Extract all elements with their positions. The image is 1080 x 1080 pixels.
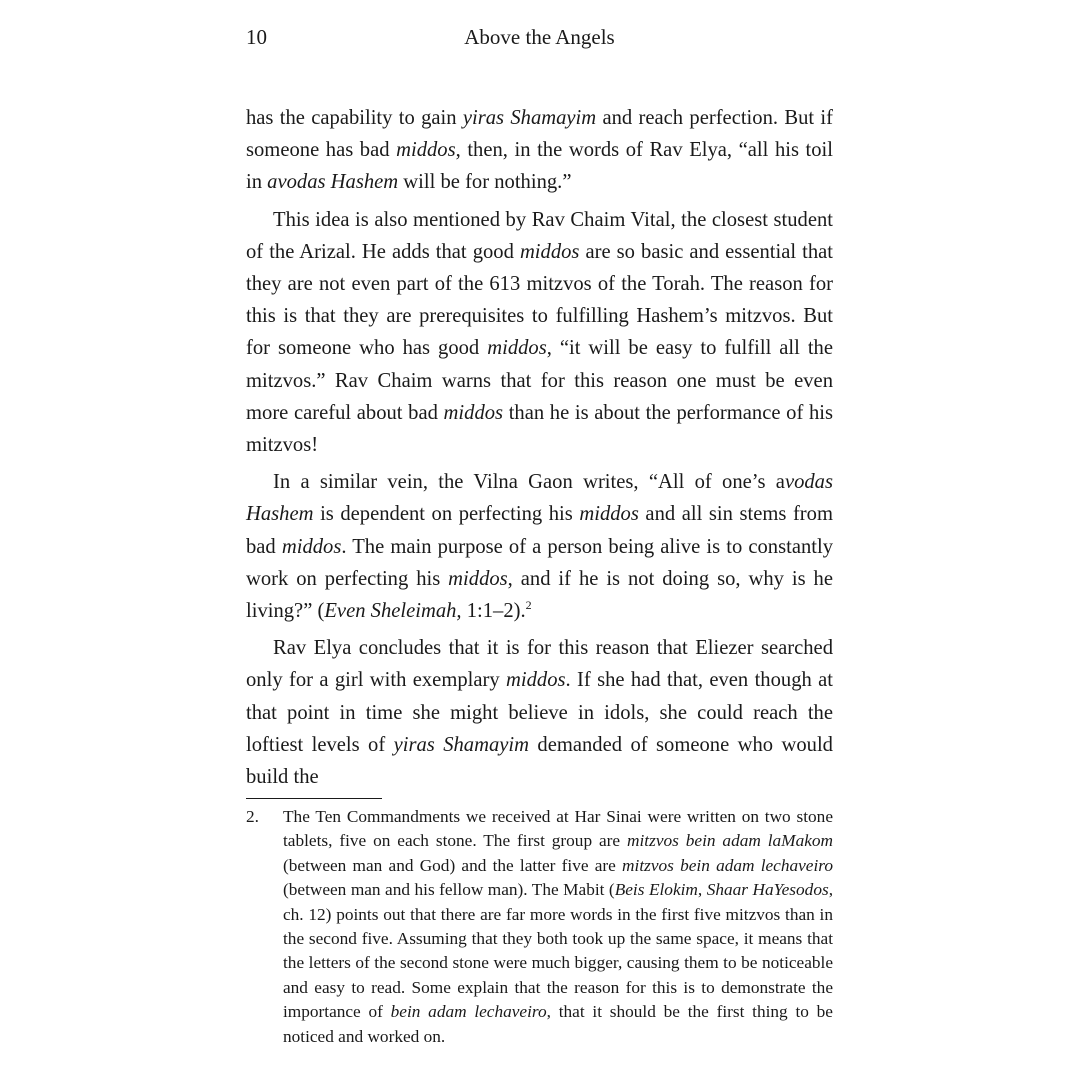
text-run: , “it will be easy to fulfill all the mitzvos.” Rav Chaim warns that for this reason one must be even more careful about bad (246, 337, 833, 424)
text-run: and reach perfection. But if someone has bad (246, 107, 833, 162)
italic-text: vodas Hashem (246, 471, 833, 526)
italic-text: middos (443, 401, 504, 424)
running-head: Above the Angels (464, 25, 615, 49)
text-run: is dependent on perfecting his (313, 503, 580, 526)
text-run: . If she had that, even though at that point in time she might believe in idols, she could reach the loftiest levels of (246, 669, 834, 756)
italic-text: middos (396, 139, 456, 162)
paragraph (246, 466, 833, 627)
text-run: 1:1–2). (461, 600, 526, 623)
italic-text: Beis Elokim (614, 880, 698, 900)
text-run: . The main purpose of a person being alive is to constantly work on perfecting his (246, 535, 833, 590)
text-run: (between man and God) and the latter five are (283, 855, 623, 875)
italic-text: middos (281, 535, 342, 558)
italic-text: bein adam lechaveiro (390, 1002, 547, 1022)
italic-text: middos (579, 503, 639, 526)
text-run: will be for nothing.” (398, 171, 572, 194)
italic-text: middos (519, 240, 580, 263)
italic-text: middos (487, 337, 547, 360)
italic-text: Shaar HaYesodos (706, 880, 829, 900)
italic-text: mitzvos bein adam laMakom (627, 831, 834, 851)
paragraph (246, 204, 833, 462)
text-run: In a similar vein, the Vilna Gaon writes, “All of one’s a (273, 471, 785, 494)
text-run: (between man and his fellow man). The Mabit ( (283, 880, 615, 900)
footnote-reference: 2 (525, 598, 532, 613)
page-number: 10 (246, 25, 267, 49)
text-run: and all sin stems from bad (246, 503, 833, 558)
text-run: The Ten Commandments we received at Har Sinai were written on two stone tablets, five on each stone. The first group are (283, 807, 833, 851)
italic-text: Even Sheleimah, (324, 600, 462, 623)
italic-text: middos (506, 669, 566, 692)
footnote-text (283, 805, 833, 1049)
paragraph (246, 102, 833, 199)
footnote-divider (246, 798, 382, 799)
text-run: , then, in the words of Rav Elya, “all his toil in (246, 139, 834, 194)
footnote-number: 2. (246, 807, 259, 826)
italic-text: mitzvos bein adam lechaveiro (622, 855, 833, 875)
italic-text: yiras Shamayim (462, 107, 597, 129)
text-run: , (697, 880, 707, 900)
text-run: , and if he is not doing so, why is he living?” ( (246, 567, 833, 623)
text-run: This idea is also mentioned by Rav Chaim Vital, the closest student of the Arizal. He adds that good (246, 208, 833, 263)
text-run: Rav Elya concludes that it is for this reason that Eliezer searched only for a girl with exemplary (246, 637, 833, 692)
text-run: are so basic and essential that they are not even part of the 613 mitzvos of the Torah. The reason for this is that they are prerequisites to fulfilling Hashem’s mitzvos. But for someone who has good (246, 240, 833, 360)
italic-text: avodas Hashem (267, 171, 399, 194)
text-run: than he is about the performance of his mitzvos! (246, 401, 833, 457)
text-run: , ch. 12) points out that there are far more words in the first five mitzvos than in the second five. Assuming that they both took up the same space, it means that the letters of the second stone were much bigger, causing them to be noticeable and easy to read. Some explain that the reason for this is to demonstrate the importance of (283, 880, 834, 1022)
main-text (246, 102, 833, 798)
footnote (246, 805, 833, 1049)
paragraph (246, 632, 833, 793)
italic-text: middos (448, 567, 508, 590)
italic-text: yiras Shamayim (393, 733, 529, 756)
text-run: , that it should be the first thing to be noticed and worked on. (283, 1002, 833, 1046)
text-run: has the capability to gain (246, 107, 463, 129)
text-run: demanded of someone who would build the (246, 733, 833, 789)
page-header (246, 25, 833, 55)
